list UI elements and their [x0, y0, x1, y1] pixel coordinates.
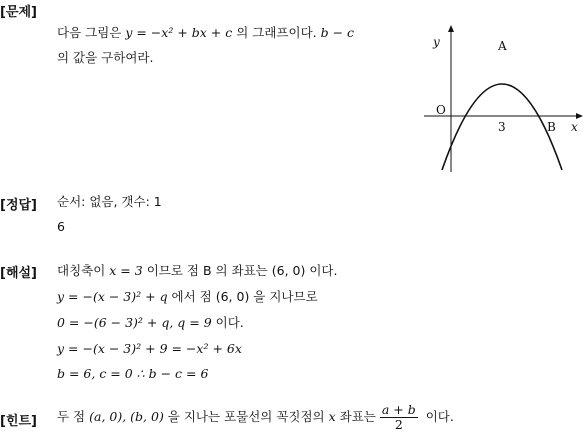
problem-label: [문제]	[0, 5, 37, 20]
tick-3-label: 3	[498, 120, 506, 134]
problem-text-intro: 다음 그림은	[57, 25, 126, 40]
solution-l1-post: 이므로 점 B 의 좌표는 (6, 0) 이다.	[142, 263, 338, 278]
solution-line-3	[57, 316, 244, 330]
x-axis-label: x	[571, 120, 578, 134]
hint-fraction-numerator: a + b	[381, 402, 416, 417]
hint-var: x	[328, 409, 336, 424]
hint-label: [힌트]	[0, 414, 37, 429]
solution-l1-pre: 대칭축이	[57, 263, 110, 278]
solution-l2-eq: y = −(x − 3)² + q	[57, 289, 168, 304]
problem-line-2: 의 값을 구하여라.	[57, 50, 154, 65]
solution-l3-post: 이다.	[211, 315, 244, 330]
hint-line	[57, 402, 454, 432]
solution-line-5	[57, 367, 208, 381]
problem-text-mid: 의 그래프이다.	[232, 25, 321, 40]
hint-mid2: 좌표는	[335, 409, 376, 424]
hint-fraction-denominator: 2	[394, 417, 403, 432]
problem-equation: y = −x² + bx + c	[125, 25, 233, 40]
solution-line-2	[57, 290, 318, 304]
hint-post: 이다.	[421, 409, 454, 424]
solution-l5-eq: b = 6, c = 0 ∴ b − c = 6	[57, 366, 209, 381]
hint-mid: 을 지나는 포물선의 꼭짓점의	[163, 409, 329, 424]
hint-pre: 두 점	[57, 409, 90, 424]
parabola-graph	[420, 20, 583, 180]
problem-line-1	[57, 26, 354, 40]
solution-l2-post: 에서 점 (6, 0) 을 지나므로	[167, 289, 318, 304]
origin-label: O	[436, 103, 446, 117]
solution-l1-eq: x = 3	[109, 263, 143, 278]
y-axis-label: y	[433, 35, 440, 49]
solution-line-4	[57, 342, 242, 356]
point-b-label: B	[547, 120, 556, 134]
solution-line-1	[57, 264, 337, 278]
answer-line-1: 순서: 없음, 갯수: 1	[57, 194, 162, 209]
solution-l4-eq: y = −(x − 3)² + 9 = −x² + 6x	[57, 341, 242, 356]
vertex-label: A	[498, 39, 507, 53]
hint-fraction	[380, 403, 418, 432]
solution-l3-eq: 0 = −(6 − 3)² + q, q = 9	[57, 315, 212, 330]
answer-value: 6	[57, 219, 65, 234]
solution-label: [해설]	[0, 266, 37, 281]
answer-label: [정답]	[0, 198, 37, 213]
hint-points: (a, 0), (b, 0)	[89, 409, 164, 424]
problem-expression: b − c	[320, 25, 355, 40]
